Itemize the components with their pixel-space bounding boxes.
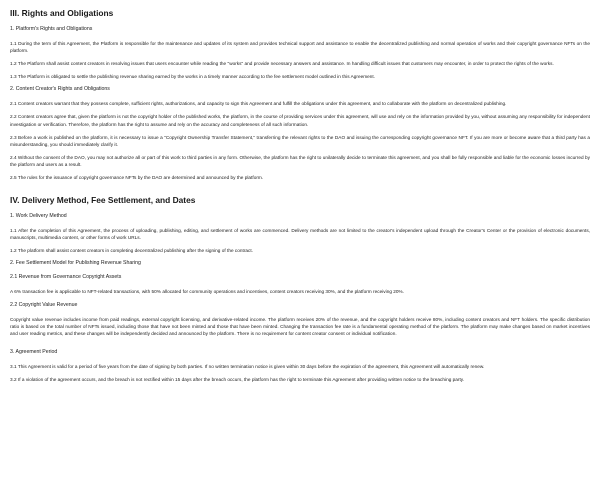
subheading-governance-revenue: 2.1 Revenue from Governance Copyright Assets [10, 274, 122, 281]
subheading-platform-rights: 1. Platform's Rights and Obligations [10, 26, 93, 32]
delivery-clause-1-1: 1.1 After the completion of this Agreement, the process of uploading, publishing, editing, and settlement of works are commenced. Delivery methods are not limited to the creator's independent upload through the Creator's Center or the provision of electronic documents, manuscripts, multimedia content, or other forms of work URLs. [10, 228, 590, 241]
section-title-rights: III. Rights and Obligations [10, 8, 114, 18]
subheading-copyright-value: 2.2 Copyright Value Revenue [10, 301, 78, 308]
clause-2-1: 2.1 Content creators warrant that they possess complete, sufficient rights, authorizations, and capacity to sign this Agreement and fulfill the obligations under this agreement, and to collaborate with the platform on decentralized publishing. [10, 101, 507, 107]
copyright-value-text: Copyright value revenue includes income from paid readings, external copyright licensing, and derivative-related income. The platform receives 20% of the revenue, and the copyright holders receive 80%, including content creators and NFT holders. The specific distribution ratio is based on the total number of NFTs issued, including those that have not been minted and those that have been minted. Changing the transaction fee rate is a fundamental operating method of the platform. The platform may make changes based on market incentives and user reading metrics, and these changes will be independently decided and announced by the platform. There is no requirement for content creator consent or individual notification. [10, 316, 590, 336]
clause-2-4: 2.4 Without the consent of the DAO, you may not authorize all or part of this work to third parties in any form. Otherwise, the platform has the right to unilaterally decide to terminate this agreement, and you shall be fully responsible and liable for the economic losses incurred by the platform and users as a result. [10, 154, 590, 167]
clause-1-3: 1.3 The Platform is obligated to settle the publishing revenue sharing earned by the works in a timely manner according to the fee settlement model outlined in this Agreement. [10, 74, 376, 80]
period-clause-3-1: 3.1 This Agreement is valid for a period of five years from the date of signing by both parties. If no written termination notice is given within 30 days before the expiration of the agreement, this Agreement will automatically renew. [10, 363, 485, 369]
period-clause-3-2: 3.2 If a violation of the agreement occurs, and the breach is not rectified within 15 days after the breach occurs, the platform has the right to terminate this Agreement after providing written notice to the breaching party. [10, 376, 465, 382]
subheading-creator-rights: 2. Content Creator's Rights and Obligations [10, 86, 110, 93]
subheading-delivery-method: 1. Work Delivery Method [10, 213, 67, 220]
clause-2-3: 2.3 Before a work is published on the platform, it is necessary to issue a "Copyright Ownership Transfer Statement," transferring the relevant rights to the DAO and issuing the corresponding copyright governance NFT. If you are more or become aware that a third party has a misunderstanding, you should immediately clarify it. [10, 134, 590, 147]
clause-2-2: 2.2 Content creators agree that, given the platform is not the copyright holder of the published works, the platform, in the course of providing services under this agreement, will use and rely on the information provided by you, without assuming any responsibility for independent investigation or verification. Therefore, the platform has the right to assume and rely on the accuracy and completeness of all such information. [10, 114, 590, 127]
clause-1-2: 1.2 The Platform shall assist content creators in resolving issues that users encounter while reading the "works" and provide necessary answers and assistance. In handling difficult issues that customers may encounter, in order to protect the rights of the works. [10, 61, 554, 67]
clause-2-5: 2.5 The rules for the issuance of copyright governance NFTs by the DAO are determined and announced by the platform. [10, 175, 264, 181]
subheading-agreement-period: 3. Agreement Period [10, 348, 58, 355]
section-title-delivery: IV. Delivery Method, Fee Settlement, and Dates [10, 195, 196, 206]
delivery-clause-1-2: 1.2 The platform shall assist content creators in completing decentralized publishing after the signing of the contract. [10, 248, 254, 254]
subheading-fee-settlement: 2. Fee Settlement Model for Publishing Revenue Sharing [10, 260, 141, 267]
governance-revenue-text: A 6% transaction fee is applicable to NFT-related transactions, with 50% allocated for community operations and incentives, content creators receiving 30%, and the platform receiving 20%. [10, 289, 405, 295]
clause-1-1: 1.1 During the term of this Agreement, the Platform is responsible for the maintenance and updates of its system and provides technical support and assistance to enable the decentralized publishing and normal operation of works and their copyright governance NFTs on the platform. [10, 41, 590, 54]
